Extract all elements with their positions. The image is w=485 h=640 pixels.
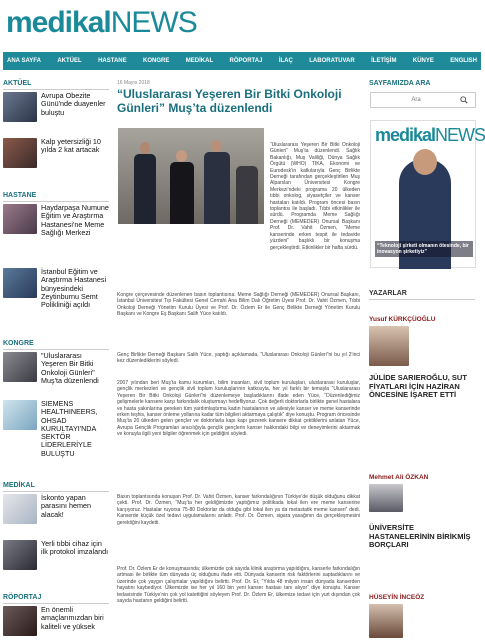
divider (3, 349, 109, 350)
list-item-title[interactable]: Kalp yetersizliği 10 yılda 2 kat artacak (41, 137, 101, 155)
divider (3, 491, 109, 492)
list-item[interactable] (3, 400, 109, 458)
cover-caption: “Teknoloji şirketi olmanın ötesinde, bir inovasyon şirketiyiz” (375, 241, 473, 257)
list-item[interactable] (3, 92, 109, 122)
nav-item-english[interactable]: ENGLISH (450, 58, 477, 64)
magazine-logo: medikalNEWS (375, 125, 485, 145)
section-title-roportaj[interactable]: RÖPORTAJ (3, 594, 42, 601)
nav-item-laboratuvar[interactable]: LABORATUVAR (309, 58, 355, 64)
section-title-medikal[interactable]: MEDİKAL (3, 482, 35, 489)
nav-item-roportaj[interactable]: RÖPORTAJ (229, 58, 263, 64)
article-photo (118, 128, 264, 224)
list-item[interactable] (3, 138, 109, 168)
logo-medikal: medikal (6, 6, 111, 39)
list-item-title[interactable]: Haydarpaşa Numune Eğitim ve Araştırma Hastanesi'ne Meme Sağlığı Merkezi (41, 203, 109, 237)
section-title-hastane[interactable]: HASTANE (3, 192, 37, 199)
list-item[interactable] (3, 540, 109, 570)
list-item-title[interactable]: Yerli tıbbi cihaz için ilk protokol imzalandı (41, 539, 109, 557)
main-nav (3, 52, 481, 70)
logo-news: NEWS (110, 6, 197, 39)
list-item-title[interactable]: Avrupa Obezite Günü'nde duayenler buluştu (41, 91, 106, 117)
list-item[interactable] (3, 494, 109, 524)
section-title-aktuel[interactable]: AKTÜEL (3, 80, 32, 87)
thumbnail-image (3, 138, 37, 168)
list-item-title[interactable]: SIEMENS HEALTHINEERS, OHSAD KURULTAYI'NDA SEKTÖR LİDERLERİYLE BULUŞTU (41, 399, 98, 458)
author-avatar[interactable] (369, 604, 403, 638)
list-item[interactable] (3, 268, 109, 309)
thumbnail-image (3, 540, 37, 570)
author-article-title[interactable]: ÜNİVERSİTE HASTANELERİNİN BİRİKMİŞ BORÇLARI (369, 523, 471, 549)
person-figure (170, 162, 194, 224)
author-name[interactable]: HÜSEYİN İNCEÖZ (369, 594, 425, 601)
site-logo[interactable] (6, 6, 197, 46)
section-title-yazarlar: YAZARLAR (369, 290, 407, 297)
list-item-title[interactable]: İstanbul Eğitim ve Araştırma Hastanesi bünyesindeki Zeytinburnu Semt Polikliniği açıldı (41, 267, 107, 310)
magazine-cover[interactable] (370, 120, 485, 268)
nav-item-ana-sayfa[interactable]: ANA SAYFA (7, 58, 41, 64)
article-date: 16 Mayıs 2018 (117, 80, 150, 86)
article-paragraph: 2007 yılından beri Muş’ta kamu kurumları, bilim insanları, sivil toplum kuruluşları, uluslararası kuruluşlar, gençlik merkezleri ve gençlik sivil toplum kuruluşlarının katkısıyla, her yıl farklı bir temayla “Uluslararası Yeşeren Bir Bitki Onkoloji Günleri”ni düzenlemeye başladıklarını ifade eden Yüce, “Düzenlediğimiz gelişmelerle kansere karşı farkındalık oluşturmayı hedefliyoruz. Çok değerli doktorlarla birlikte genel hastalara ve hasta yakınlarına gereken tüm yardımlaştırma kadın hastalarının ve ailesiyle kanser ve meme kanserinde erken teşhis, kanser önleme yollarına kadar tüm bilgileri aktarmaya çalıştık” diye konuştu. Program öncesinde Muş’ta 20 ülkeden gelen gençler ve doktorlarla kapı kapı gezerek kansere dikkat çektiklerini anlatan Yüce, Avrupa Gençlik Programları aracılığıyla gençlik gençlerin kanser hakkındaki bilgi ve deneyimlerini aktarmak ve konuyla ilgili yeni bilgiler öğrenmek için geldiğini söyledi. (117, 380, 360, 438)
section-title-search: SAYFAMIZDA ARA (369, 80, 431, 87)
person-figure (134, 154, 156, 224)
thumbnail-image (3, 92, 37, 122)
list-item-title[interactable]: İskonto yapan parasını hemen alacak! (41, 493, 91, 519)
divider (3, 603, 109, 604)
search-input[interactable]: Ara (370, 92, 476, 108)
person-face (140, 142, 150, 154)
nav-item-kunye[interactable]: KÜNYE (412, 58, 434, 64)
thumbnail-image (3, 352, 37, 382)
nav-item-ilac[interactable]: İLAÇ (278, 58, 293, 64)
list-item-title[interactable]: En önemli amaçlarımızdan biri kaliteli ve yüksek (41, 605, 104, 631)
divider (3, 201, 109, 202)
article-paragraph: Genç Birlikte Derneği Başkanı Salih Yüce, yaptığı açıklamada, “Uluslararası Onkoloji Günleri”ni bu yıl 2’inci kez düzenlediklerini söyledi. (117, 352, 360, 365)
nav-item-iletisim[interactable]: İLETİŞİM (371, 58, 397, 64)
author-avatar[interactable] (369, 326, 409, 366)
search-icon[interactable] (460, 96, 468, 104)
divider (369, 299, 475, 300)
thumbnail-image (3, 400, 37, 430)
article-paragraph: Prof. Dr. Özlem Er de konuşmasında; ülkemizde çok sayıda klinik araştırma yapıldığını, kanserle farkındalığın artması ile birlikte tüm dünyada üç olduğunu ifade etti. Dünyada kanserin risk faktörlerini saptadıklarını ve üzerinde çok yaygın çalışmalar yapıldığını belirtti. Prof. Dr. Er, “Yılda 48 milyon insan dünyada kanserden hayatını kaybediyor. Ülkemizde ise her yıl 160 bin yeni kanser hastası tanı alıyor” diye konuştu. Kanser tedavisinde Türkiye’nin çok yol katettiğini söyleyen Prof. Dr. Özlem Er, ülkemize tedavi için yurt dışından çok sayıda hastanın geldiğini belirtti. (117, 566, 360, 605)
divider (3, 89, 109, 90)
nav-item-kongre[interactable]: KONGRE (143, 58, 170, 64)
author-avatar[interactable] (369, 484, 403, 512)
nav-item-aktuel[interactable]: AKTÜEL (57, 58, 82, 64)
person-figure (236, 166, 258, 224)
thumbnail-image (3, 606, 37, 636)
nav-item-medikal[interactable]: MEDİKAL (185, 58, 214, 64)
thumbnail-image (3, 494, 37, 524)
article-paragraph: Basın toplantısında konuşan Prof. Dr. Vahit Özmen, kanser farkındalığının Türkiye’de düşük olduğunu dikkat çekti. Prof. Dr. Özmen, “Muş’ta her geldiğimizde yaptığımız politikada lokal ilen ere meme kanserine karşıyoruz. Hastalar ruyorsa 75-80 Doktorlar da olduğu gibi lokal ilen ya da metastatik meme kanseri” dedi. Kanserde küçük özel tedavi uygulamalarını anlattı. Prof. Dr. Özmen, sigara yasağının da gerçekleşmesini gerektiğini kaydetti. (117, 494, 360, 526)
thumbnail-image (3, 204, 37, 234)
person-figure (204, 152, 230, 224)
list-item[interactable] (3, 204, 109, 237)
section-title-kongre[interactable]: KONGRE (3, 340, 34, 347)
list-item-title[interactable]: "Uluslararası Yeşeren Bir Bitki Onkoloji Günleri" Muş'ta düzenlendi (41, 351, 99, 385)
author-name[interactable]: Mehmet Ali ÖZKAN (369, 474, 429, 481)
person-face (211, 140, 222, 152)
cover-person-head (413, 149, 437, 175)
article-paragraph: “Uluslararası Yeşeren Bir Bitki Onkoloji Günleri” Muş’ta düzenlendi. Sağlık Bakanlığı, Muş Valiliği, Dünya Sağlık Örgütü (WHO) TIKA, Ekonomi ve Eurodesk’in katkılarıyla Genç Birlikte Derneği tarafından gerçekleştirilen Muş Alparslan Üniversitesi Kongre Merkezi’ndeki programa 20 ülkeden tıbbi onkolog, siyasetçiler ve kanser hastaları katıldı. Program öncesi basın toplantısı ile başladı. Tıbbi etkinlikler ile sürdü. Programda Meme Sağlığı Derneği (MEMEDER) Onursal Başkanı Prof. Dr. Vahit Özmen, “Meme kanserinde erken tespit ile tedavide yüzdeni” başlıklı bir konuşma gerçekleştirdi. Etkinlikler bir hafta sürdü. (270, 142, 360, 251)
article-paragraph: Kongre çerçevesinde düzenlenen basın toplantısına: Meme Sağlığı Derneği (MEMEDER) Onursal Başkanı, İstanbul Üniversitesi Tıp Fakültesi Genel Cerrahi Ana Bilim Dalı Öğretim Üyesi Prof. Dr. Vahit Özmen, Tıbbi Onkoloji Derneği Yönetim Kurulu Üyesi ve Prof. Dr. Özlem Er ile Genç Birlikte Derneği Yönetim Kurulu Başkanı ve Kongre Eş Başkanı Salih Yüce katıldı. (117, 292, 360, 318)
person-face (176, 150, 187, 162)
article-title: “Uluslararası Yeşeren Bir Bitki Onkoloji Günleri” Muş’ta düzenlendi (117, 87, 342, 115)
author-name[interactable]: Yusuf KÜRKÇÜOĞLU (369, 316, 436, 323)
author-article-title[interactable]: JÜLİDE SARIEROĞLU, SUT FİYATLARI İÇİN HAZİRAN ÖNCESİNE İŞARET ETTİ (369, 373, 467, 399)
list-item[interactable] (3, 352, 109, 385)
list-item[interactable] (3, 606, 109, 636)
thumbnail-image (3, 268, 37, 298)
nav-item-hastane[interactable]: HASTANE (98, 58, 127, 64)
